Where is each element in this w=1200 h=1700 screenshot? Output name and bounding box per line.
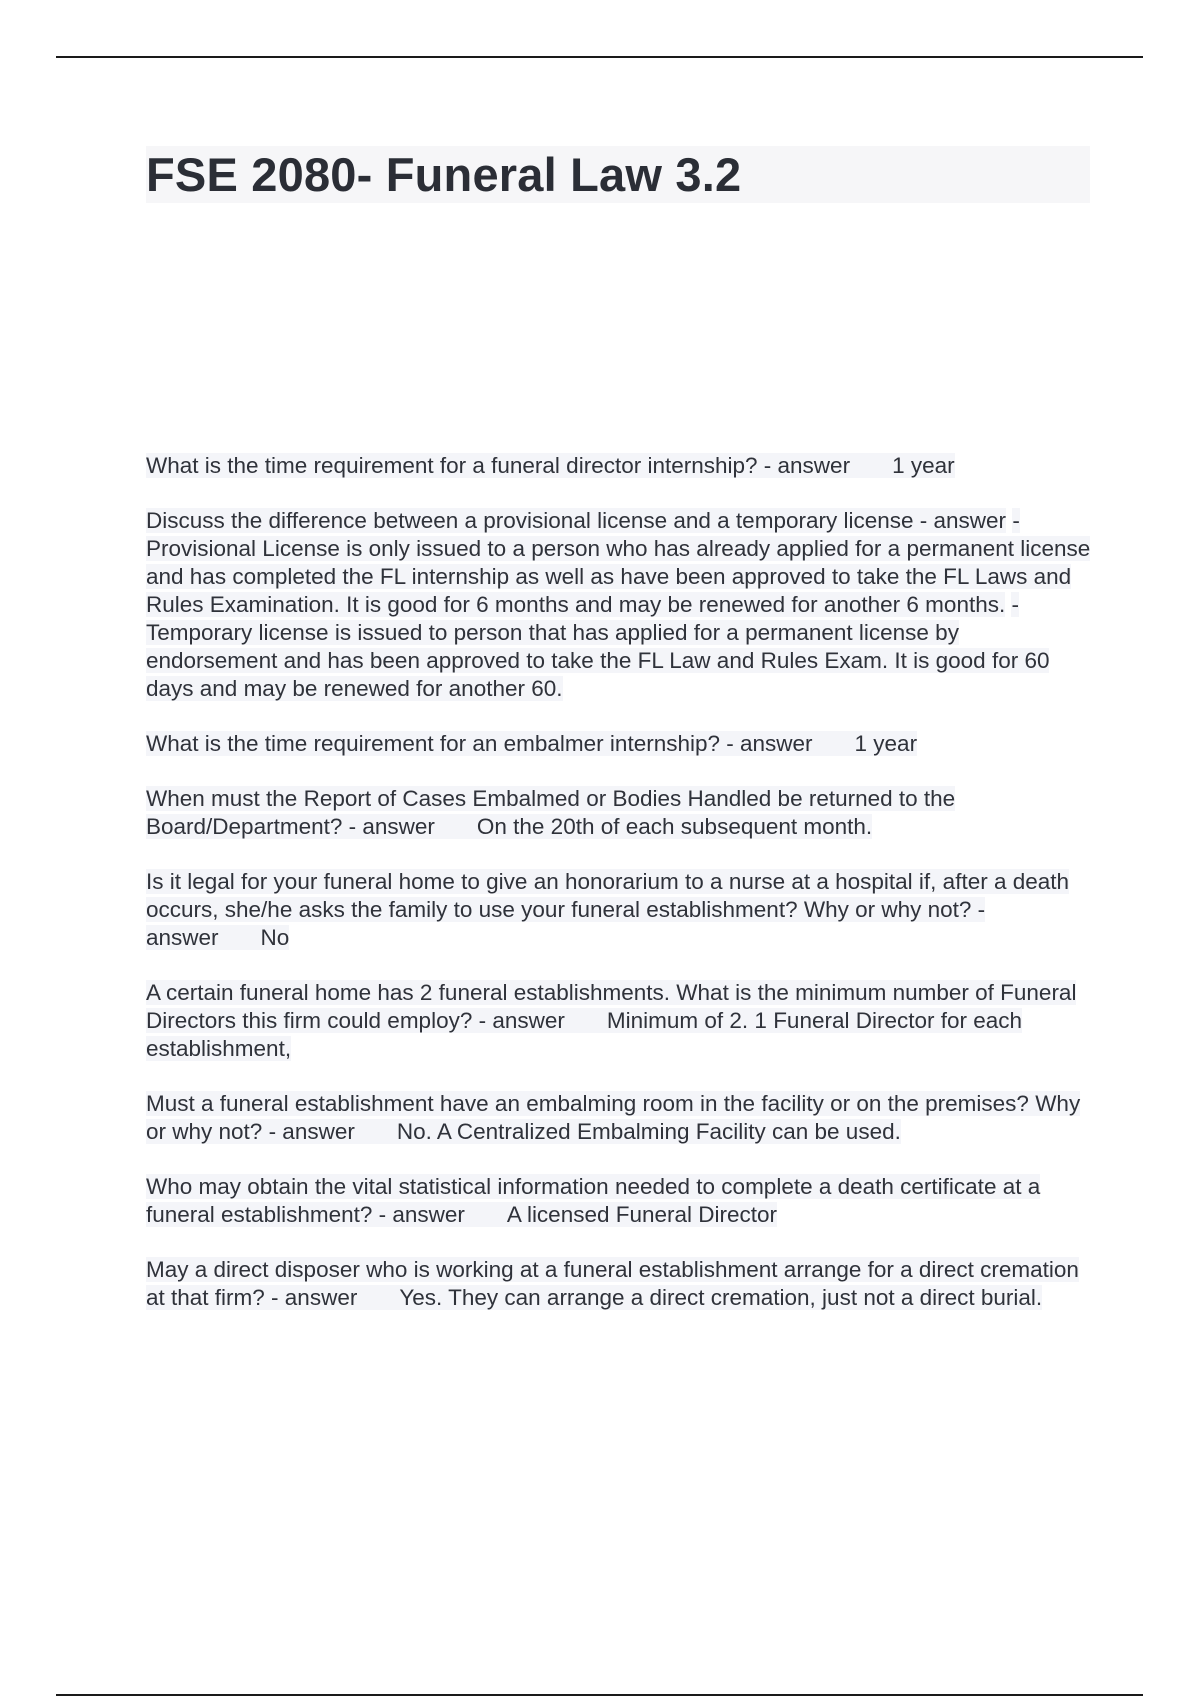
answer-text: -Temporary license is issued to person that has applied for a permanent license by endorsement and has been approved to take the FL Law and Rules Exam. It is good for 60 days and may be renewed for another 60. (146, 592, 1050, 701)
question-text: A certain funeral home has 2 funeral establishments. What is the minimum number of Funeral Directors this firm could employ? - answer (146, 980, 1077, 1033)
question-text: Is it legal for your funeral home to give an honorarium to a nurse at a hospital if, after a death occurs, she/he asks the family to use your funeral establishment? Why or why not? - answer (146, 869, 1070, 950)
answer-text: On the 20th of each subsequent month. (476, 814, 873, 839)
answer-text: A licensed Funeral Director (506, 1202, 778, 1227)
answer-text: -Provisional License is only issued to a person who has already applied for a permanent license and has completed the FL internship as well as have been approved to take the FL Laws and Rules Examination. It is good for 6 months and may be renewed for another 6 months. (146, 508, 1091, 617)
qa-item (146, 868, 1092, 952)
qa-item (146, 507, 1092, 703)
question-text: Who may obtain the vital statistical information needed to complete a death certificate at a funeral establishment? - answer (146, 1174, 1041, 1227)
document-title: FSE 2080- Funeral Law 3.2 (146, 148, 742, 201)
qa-item (146, 785, 1092, 841)
qa-item (146, 730, 1092, 758)
question-text: When must the Report of Cases Embalmed or Bodies Handled be returned to the Board/Department? - answer (146, 786, 956, 839)
top-rule (56, 56, 1143, 58)
answer-text: Yes. They can arrange a direct cremation, just not a direct burial. (399, 1285, 1043, 1310)
answer-text: No (260, 925, 290, 950)
answer-text: No. A Centralized Embalming Facility can be used. (396, 1119, 901, 1144)
question-text: Discuss the difference between a provisional license and a temporary license - answer (146, 508, 1007, 533)
bottom-rule (56, 1694, 1143, 1696)
question-text: Must a funeral establishment have an embalming room in the facility or on the premises? Why or why not? - answer (146, 1091, 1081, 1144)
qa-item (146, 1090, 1092, 1146)
qa-item (146, 452, 1092, 480)
answer-text: Minimum of 2. 1 Funeral Director for each establishment, (146, 1008, 1023, 1061)
title-banner (146, 146, 1090, 203)
question-text: What is the time requirement for an embalmer internship? - answer (146, 731, 813, 756)
answer-text: 1 year (892, 453, 955, 478)
qa-item (146, 979, 1092, 1063)
qa-list (146, 452, 1092, 1339)
qa-item (146, 1256, 1092, 1312)
question-text: What is the time requirement for a funeral director internship? - answer (146, 453, 851, 478)
answer-text: 1 year (854, 731, 918, 756)
qa-item (146, 1173, 1092, 1229)
question-text: May a direct disposer who is working at a funeral establishment arrange for a direct cremation at that firm? - answer (146, 1257, 1079, 1310)
